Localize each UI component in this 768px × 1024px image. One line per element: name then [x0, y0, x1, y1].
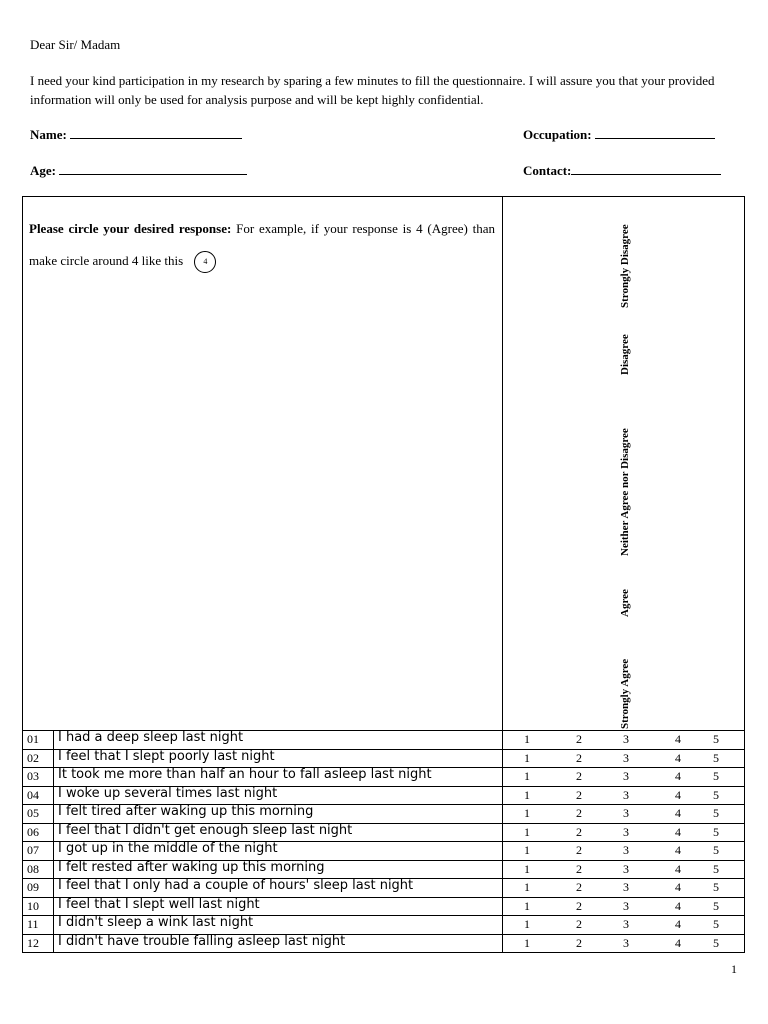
response-option-1[interactable]: 1 [524, 880, 530, 894]
instructions [29, 213, 495, 277]
page-number: 1 [731, 962, 737, 976]
response-option-4[interactable]: 4 [675, 935, 681, 950]
question-number: 08 [27, 861, 39, 876]
response-option-4[interactable]: 4 [675, 806, 681, 820]
table-row [22, 823, 745, 841]
response-option-1[interactable]: 1 [524, 769, 530, 783]
table-row [22, 749, 745, 767]
response-option-2[interactable]: 2 [576, 917, 582, 931]
response-option-5[interactable]: 5 [713, 824, 719, 839]
question-text: I got up in the middle of the night [58, 841, 278, 856]
response-option-1[interactable]: 1 [524, 861, 530, 876]
response-option-3[interactable]: 3 [623, 787, 629, 802]
name-label: Name: [30, 127, 67, 142]
response-option-2[interactable]: 2 [576, 861, 582, 876]
contact-field [523, 162, 721, 179]
question-number: 07 [27, 843, 39, 857]
response-option-5[interactable]: 5 [713, 917, 719, 931]
response-option-3[interactable]: 3 [623, 898, 629, 913]
occupation-label: Occupation: [523, 127, 592, 142]
name-field [30, 126, 242, 143]
response-option-3[interactable]: 3 [623, 732, 629, 746]
question-text: I feel that I slept poorly last night [58, 748, 275, 764]
question-text: I feel that I only had a couple of hours' sleep last night [58, 878, 414, 893]
table-row [22, 860, 745, 878]
response-option-3[interactable]: 3 [623, 824, 629, 839]
table-row [22, 915, 745, 933]
response-option-5[interactable]: 5 [713, 806, 719, 820]
response-option-4[interactable]: 4 [675, 787, 681, 802]
response-option-5[interactable]: 5 [713, 787, 719, 802]
response-option-3[interactable]: 3 [623, 843, 629, 857]
response-option-3[interactable]: 3 [623, 917, 629, 931]
response-option-3[interactable]: 3 [623, 750, 629, 765]
response-option-5[interactable]: 5 [713, 898, 719, 913]
question-number: 10 [27, 898, 39, 913]
response-option-4[interactable]: 4 [675, 917, 681, 931]
question-number: 11 [27, 917, 39, 931]
response-option-5[interactable]: 5 [713, 732, 719, 746]
response-option-5[interactable]: 5 [713, 843, 719, 857]
question-number: 02 [27, 750, 39, 765]
response-option-3[interactable]: 3 [623, 861, 629, 876]
question-text: I feel that I didn't get enough sleep last night [58, 822, 353, 838]
response-option-1[interactable]: 1 [524, 806, 530, 820]
response-option-2[interactable]: 2 [576, 824, 582, 839]
response-option-3[interactable]: 3 [623, 769, 629, 783]
question-number: 12 [27, 935, 39, 950]
age-field [30, 162, 247, 179]
example-circle: 4 [194, 251, 216, 273]
response-option-1[interactable]: 1 [524, 917, 530, 931]
response-option-2[interactable]: 2 [576, 898, 582, 913]
question-text: I felt rested after waking up this morning [58, 859, 325, 875]
response-option-5[interactable]: 5 [713, 880, 719, 894]
response-option-2[interactable]: 2 [576, 769, 582, 783]
response-option-3[interactable]: 3 [623, 935, 629, 950]
contact-blank[interactable] [571, 162, 721, 175]
response-option-4[interactable]: 4 [675, 861, 681, 876]
question-text: I had a deep sleep last night [58, 730, 244, 745]
intro-paragraph: I need your kind participation in my research by sparing a few minutes to fill the questionnaire. I will assure you that your provided information will only be used for analysis purpose and will be kept highly confidential. [30, 73, 715, 107]
response-option-1[interactable]: 1 [524, 898, 530, 913]
age-blank[interactable] [59, 162, 247, 175]
response-option-1[interactable]: 1 [524, 935, 530, 950]
age-label: Age: [30, 163, 56, 178]
question-number: 09 [27, 880, 39, 894]
response-option-2[interactable]: 2 [576, 750, 582, 765]
response-option-1[interactable]: 1 [524, 787, 530, 802]
table-row [22, 841, 745, 859]
response-option-4[interactable]: 4 [675, 843, 681, 857]
table-row [22, 934, 745, 952]
response-option-5[interactable]: 5 [713, 750, 719, 765]
question-text: I feel that I slept well last night [58, 896, 260, 912]
response-option-4[interactable]: 4 [675, 824, 681, 839]
question-text: I felt tired after waking up this morning [58, 804, 314, 819]
response-option-5[interactable]: 5 [713, 769, 719, 783]
scale-label-neither: Neither Agree nor Disagree [619, 428, 631, 556]
table-row [22, 878, 745, 896]
response-option-1[interactable]: 1 [524, 750, 530, 765]
instructions-bold: Please circle your desired response: [29, 221, 232, 236]
table-row [22, 730, 745, 748]
response-option-1[interactable]: 1 [524, 732, 530, 746]
table-bottom-border [22, 952, 745, 953]
greeting: Dear Sir/ Madam [30, 37, 121, 52]
response-option-4[interactable]: 4 [675, 732, 681, 746]
name-blank[interactable] [70, 126, 242, 139]
contact-label: Contact: [523, 163, 572, 178]
table-row [22, 897, 745, 915]
response-option-2[interactable]: 2 [576, 787, 582, 802]
question-number: 01 [27, 732, 39, 746]
scale-label-agree: Agree [619, 589, 631, 617]
response-option-2[interactable]: 2 [576, 806, 582, 820]
response-option-2[interactable]: 2 [576, 843, 582, 857]
table-row [22, 786, 745, 804]
instructions-text: For example, if your response is 4 (Agree) than make circle around 4 like this [29, 221, 495, 268]
response-option-2[interactable]: 2 [576, 880, 582, 894]
response-option-4[interactable]: 4 [675, 750, 681, 765]
response-option-3[interactable]: 3 [623, 880, 629, 894]
occupation-blank[interactable] [595, 126, 715, 139]
response-option-1[interactable]: 1 [524, 843, 530, 857]
response-option-2[interactable]: 2 [576, 935, 582, 950]
question-number: 03 [27, 769, 39, 783]
response-option-5[interactable]: 5 [713, 935, 719, 950]
table-row [22, 804, 745, 822]
response-option-1[interactable]: 1 [524, 824, 530, 839]
response-option-3[interactable]: 3 [623, 806, 629, 820]
question-text: I didn't sleep a wink last night [58, 915, 254, 930]
scale-label-strongly-agree: Strongly Agree [619, 658, 631, 729]
question-number: 06 [27, 824, 39, 839]
response-option-4[interactable]: 4 [675, 898, 681, 913]
response-option-2[interactable]: 2 [576, 732, 582, 746]
response-option-5[interactable]: 5 [713, 861, 719, 876]
response-option-4[interactable]: 4 [675, 880, 681, 894]
scale-label-strongly-disagree: Strongly Disagree [619, 224, 631, 308]
question-text: It took me more than half an hour to fall asleep last night [58, 767, 432, 782]
response-option-4[interactable]: 4 [675, 769, 681, 783]
occupation-field [523, 126, 715, 143]
question-text: I didn't have trouble falling asleep last night [58, 933, 346, 949]
table-row [22, 767, 745, 785]
question-number: 04 [27, 787, 39, 802]
question-text: I woke up several times last night [58, 785, 278, 801]
scale-label-disagree: Disagree [619, 334, 631, 375]
question-number: 05 [27, 806, 39, 820]
